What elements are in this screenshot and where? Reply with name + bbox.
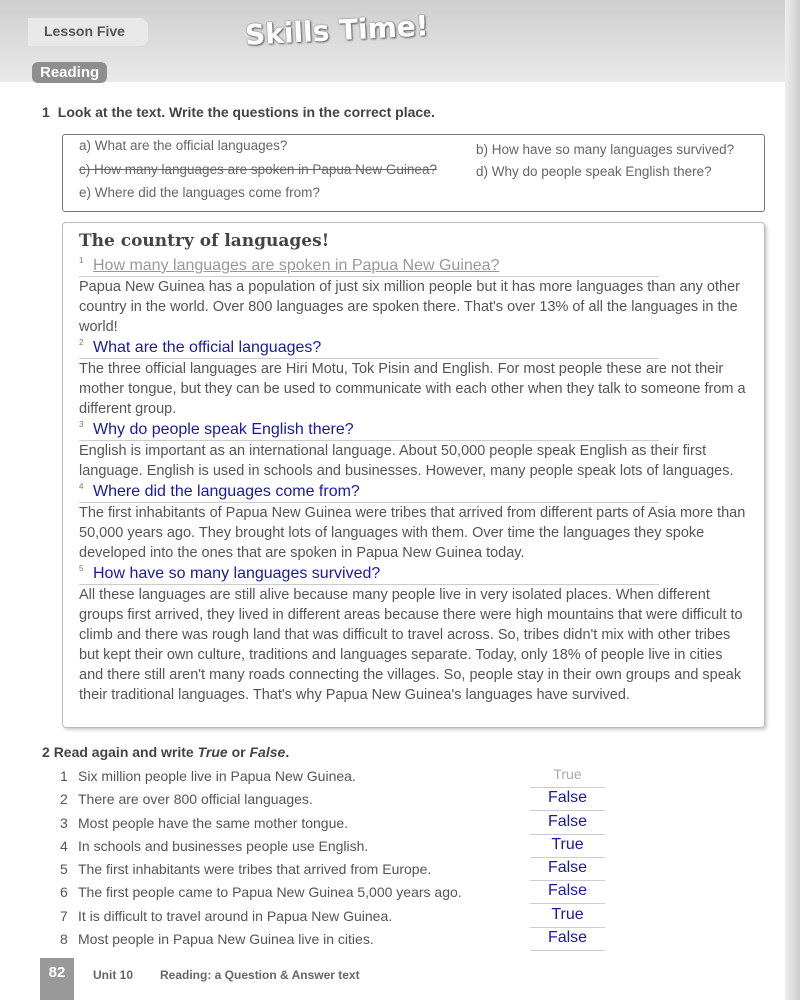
section-number: 4 — [79, 482, 84, 491]
paragraph-3: English is important as an international language. About 50,000 people speak English as their first language. English is used in schools and businesses. However, many people speak lots of languages. — [79, 443, 734, 479]
statement-text: The first people came to Papua New Guinea 5,000 years ago. — [78, 884, 462, 901]
statement-row — [60, 766, 620, 789]
answer-field[interactable]: True — [530, 836, 605, 858]
statement-row — [60, 813, 620, 836]
statement-text: There are over 800 official languages. — [78, 791, 313, 808]
reading-text-box — [62, 222, 765, 728]
statement-row — [60, 906, 620, 929]
paragraph-2: The three official languages are Hiri Motu, Tok Pisin and English. For most people these are not their mother tongue, but they can be used to communicate with each other when they talk to someone from a different group. — [79, 361, 746, 417]
false-word: False — [249, 744, 286, 760]
paragraph-5: All these languages are still alive because many people live in very isolated places. When different groups first arrived, they lived in different areas because there were high mountains that were difficult to climb and there was rough land that was difficult to travel across. So, tribes didn't mix with other tribes but kept their own culture, traditions and languages separate. Today, only 18% of people live in cities and there still aren't many roads connecting the villages. So, people stay in their own groups and speak their traditional languages. That's why Papua New Guinea's languages have survived. — [79, 587, 743, 703]
answer-field[interactable]: False — [530, 789, 605, 811]
option-c: c) How many languages are spoken in Papua New Guinea? — [79, 162, 437, 177]
exercise-instruction: Look at the text. Write the questions in the correct place. — [57, 104, 435, 120]
reading-title: The country of languages! — [79, 231, 330, 251]
statement-text: It is difficult to travel around in Papua New Guinea. — [78, 907, 393, 924]
statement-number: 1 — [60, 768, 68, 784]
answer-text: How many languages are spoken in Papua New Guinea? — [93, 257, 500, 274]
statement-number: 5 — [60, 861, 68, 878]
exercise-number: 2 — [42, 744, 50, 760]
footer-text: Reading: a Question & Answer text — [160, 968, 360, 982]
section-badge: Reading — [32, 62, 107, 83]
option-b: b) How have so many languages survived? — [476, 142, 735, 157]
statement-text: Six million people live in Papua New Guinea. — [78, 768, 356, 784]
statement-text: Most people have the same mother tongue. — [78, 814, 349, 831]
statement-row — [60, 882, 620, 905]
paragraph-4: The first inhabitants of Papua New Guinea were tribes that arrived from different parts of Asia more than 50,000 years ago. They brought lots of languages with them. Over time the languages they spoke developed into the ones that are spoken in Papua New Guinea today. — [79, 505, 746, 561]
unit-label: Unit 10 — [93, 968, 134, 982]
answer-text: What are the official languages? — [93, 339, 322, 356]
answer-field[interactable]: False — [530, 882, 605, 904]
page-edge — [785, 0, 800, 1000]
statement-number: 4 — [60, 837, 68, 854]
option-e: e) Where did the languages come from? — [79, 185, 320, 200]
skills-time-logo: Skills Time! — [244, 9, 430, 52]
answer-field[interactable]: True — [530, 766, 605, 788]
statement-number: 7 — [60, 907, 68, 924]
paragraph-1: Papua New Guinea has a population of just six million people but it has more languages than any other country in the world. Over 800 languages are spoken there. That's over 13% of all the languages in the world! — [79, 279, 740, 335]
option-d: d) Why do people speak English there? — [476, 164, 712, 179]
statement-row — [60, 836, 620, 859]
answer-text: Where did the languages come from? — [93, 483, 360, 500]
answer-line-3[interactable] — [79, 419, 659, 441]
statement-row — [60, 929, 620, 952]
answer-field[interactable]: False — [530, 813, 605, 835]
answer-line-4[interactable] — [79, 481, 659, 503]
answer-text: Why do people speak English there? — [93, 421, 354, 438]
statement-number: 3 — [60, 814, 68, 831]
exercise-number: 1 — [42, 104, 50, 120]
true-word: True — [197, 744, 228, 760]
or-word: or — [227, 744, 250, 760]
answer-line-2[interactable] — [79, 337, 659, 359]
lesson-label: Lesson Five — [28, 18, 148, 46]
answer-field[interactable]: False — [530, 929, 605, 951]
statement-text: The first inhabitants were tribes that arrived from Europe. — [78, 861, 432, 878]
question-options-box — [62, 134, 765, 212]
statement-number: 6 — [60, 884, 68, 901]
exercise1-heading — [42, 104, 435, 120]
option-a: a) What are the official languages? — [79, 138, 288, 153]
section-number: 3 — [79, 420, 84, 429]
exercise2-heading — [42, 744, 289, 760]
answer-text: How have so many languages survived? — [93, 565, 381, 582]
statement-row — [60, 859, 620, 882]
section-number: 2 — [79, 338, 84, 347]
statement-text: Most people in Papua New Guinea live in cities. — [78, 931, 374, 948]
answer-line-1[interactable] — [79, 255, 659, 277]
page-number: 82 — [40, 958, 74, 1000]
true-false-list — [60, 766, 620, 952]
period: . — [285, 744, 290, 760]
statement-text: In schools and businesses people use English. — [78, 837, 369, 854]
instruction-text: Read again and write — [53, 744, 198, 760]
answer-field[interactable]: True — [530, 906, 605, 928]
statement-number: 2 — [60, 791, 68, 808]
section-number: 5 — [79, 564, 84, 573]
statement-number: 8 — [60, 931, 68, 948]
statement-row — [60, 789, 620, 812]
section-number: 1 — [79, 256, 84, 265]
answer-field[interactable]: False — [530, 859, 605, 881]
answer-line-5[interactable] — [79, 563, 659, 585]
